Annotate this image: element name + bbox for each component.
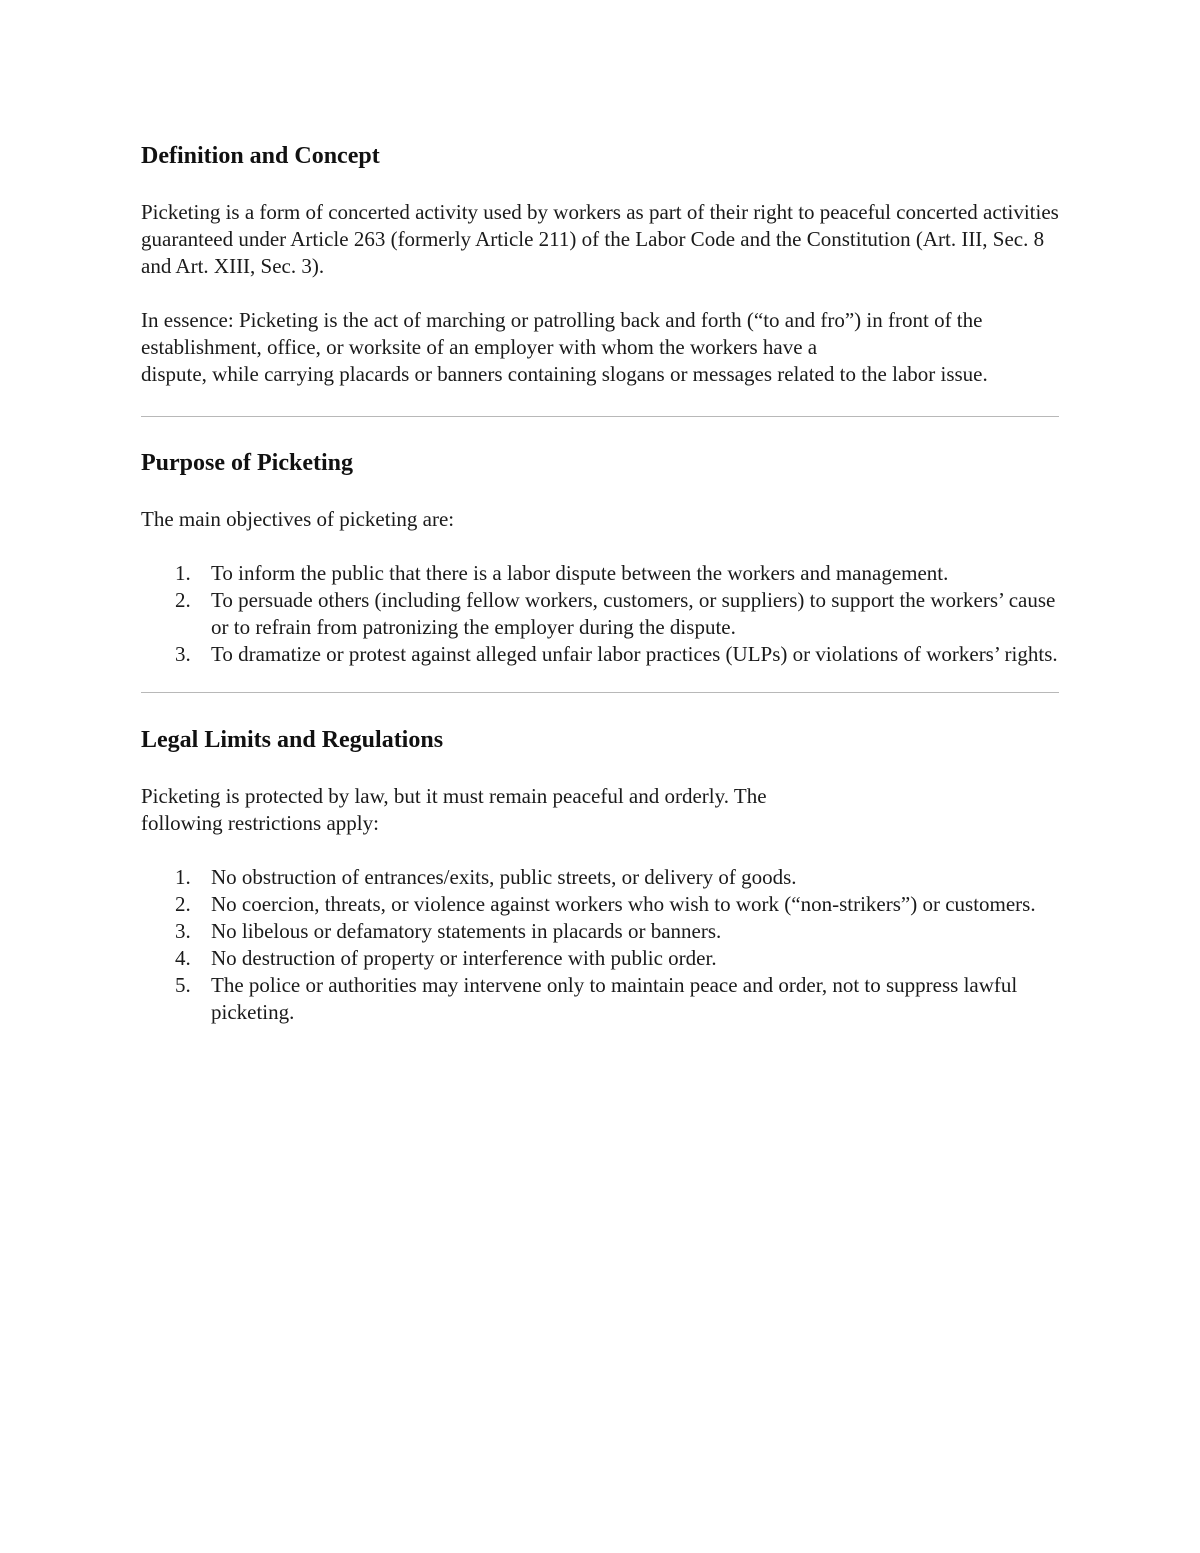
list-item <box>141 918 1059 945</box>
list-item <box>141 641 1059 668</box>
list-item <box>141 587 1059 641</box>
list-item-text: The police or authorities may intervene only to maintain peace and order, not to suppress lawful picketing. <box>211 973 1018 1024</box>
list-item-number: 3. <box>175 919 191 943</box>
legal-intro-line-1: Picketing is protected by law, but it must remain peaceful and orderly. The <box>141 784 767 808</box>
list-item-number: 5. <box>175 973 191 997</box>
list-item-number: 3. <box>175 642 191 666</box>
list-item-number: 1. <box>175 561 191 585</box>
list-item-number: 2. <box>175 588 191 612</box>
list-item <box>141 891 1059 918</box>
section-heading-legal-limits: Legal Limits and Regulations <box>141 727 444 753</box>
list-item <box>141 560 1059 587</box>
section-heading-definition: Definition and Concept <box>141 143 380 169</box>
list-item-text: To persuade others (including fellow workers, customers, or suppliers) to support the workers’ cause or to refrain from patronizing the employer during the dispute. <box>211 588 1056 639</box>
list-item-text: To inform the public that there is a labor dispute between the workers and management. <box>211 561 949 585</box>
list-item-text: No obstruction of entrances/exits, public streets, or delivery of goods. <box>211 865 797 889</box>
restrictions-list <box>141 864 1059 1026</box>
list-item <box>141 972 1059 1026</box>
list-item-text: No destruction of property or interference with public order. <box>211 946 717 970</box>
list-item-text: To dramatize or protest against alleged unfair labor practices (ULPs) or violations of workers’ rights. <box>211 642 1058 666</box>
list-item-text: No coercion, threats, or violence against workers who wish to work (“non-strikers”) or customers. <box>211 892 1036 916</box>
list-item-number: 2. <box>175 892 191 916</box>
definition-paragraph: Picketing is a form of concerted activity used by workers as part of their right to peaceful concerted activities guaranteed under Article 263 (formerly Article 211) of the Labor Code and the Constitution (Art. III, Sec. 8 and Art. XIII, Sec. 3). <box>141 200 1059 278</box>
legal-intro-line-2: following restrictions apply: <box>141 811 379 835</box>
essence-paragraph <box>141 307 1059 388</box>
list-item-number: 4. <box>175 946 191 970</box>
essence-line-1: In essence: Picketing is the act of marching or patrolling back and forth (“to and fro”) in front of the establishment, office, or worksite of an employer with whom the workers have a <box>141 308 983 359</box>
section-heading-purpose: Purpose of Picketing <box>141 450 353 476</box>
list-item-number: 1. <box>175 865 191 889</box>
list-item <box>141 945 1059 972</box>
essence-line-2: dispute, while carrying placards or banners containing slogans or messages related to the labor issue. <box>141 362 988 386</box>
list-item <box>141 864 1059 891</box>
list-item-text: No libelous or defamatory statements in placards or banners. <box>211 919 722 943</box>
legal-intro <box>141 783 1059 837</box>
document-page <box>141 140 1059 1026</box>
purpose-intro: The main objectives of picketing are: <box>141 507 455 531</box>
purpose-list <box>141 560 1059 668</box>
